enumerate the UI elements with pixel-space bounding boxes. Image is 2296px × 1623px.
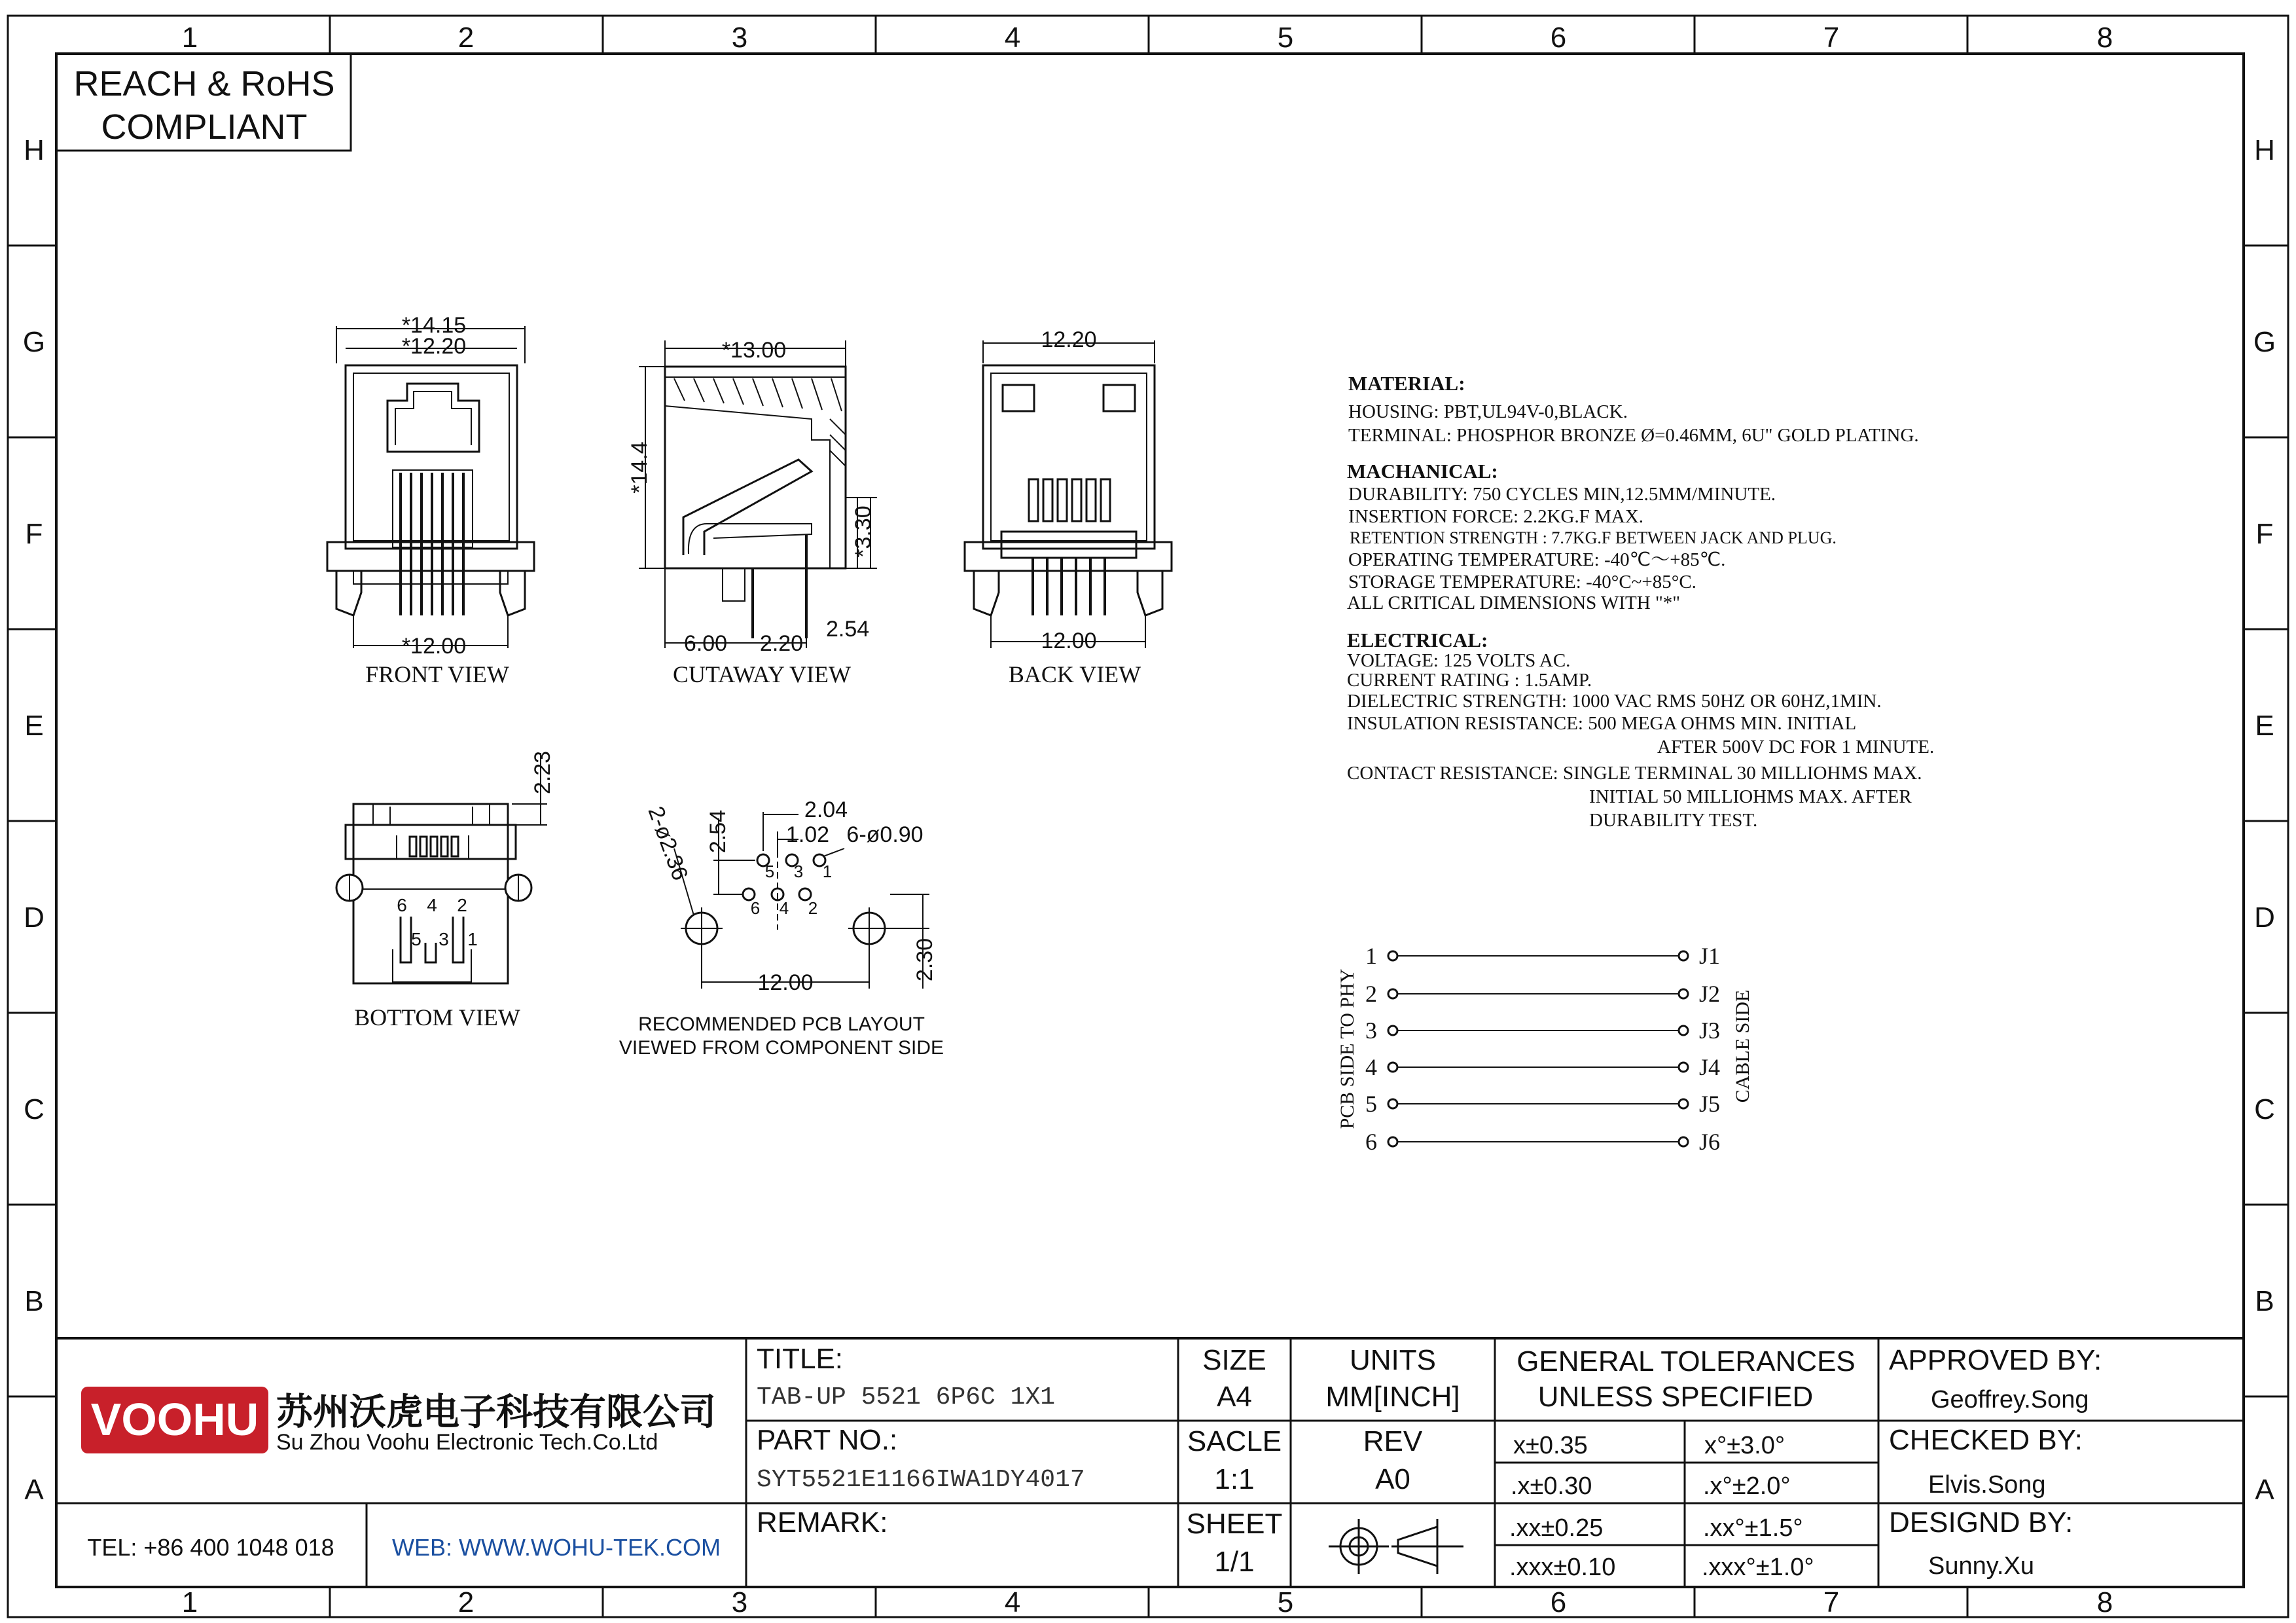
spec-line: AFTER 500V DC FOR 1 MINUTE.: [1657, 737, 1935, 757]
back-dim-top: 12.20: [1041, 327, 1097, 352]
spec-line: DIELECTRIC STRENGTH: 1000 VAC RMS 50HZ OR 60HZ,1MIN.: [1347, 691, 1882, 712]
logo-text: VOOHU: [90, 1394, 259, 1445]
zone-row-label: F: [25, 518, 43, 550]
zone-row-label: H: [24, 134, 45, 166]
checked-value: Elvis.Song: [1928, 1471, 2046, 1499]
cut-dim-b1: 6.00: [683, 631, 728, 656]
bottom-pin-label: 6: [397, 895, 407, 915]
sheet-label: SHEET: [1186, 1508, 1283, 1540]
zone-row-label: B: [2255, 1285, 2274, 1317]
tolerance-linear: x±0.35: [1513, 1432, 1588, 1459]
zone-row-label: E: [2255, 710, 2274, 742]
wiring-diagram: [1336, 943, 1753, 1155]
front-view: [327, 313, 534, 687]
bottom-view: [336, 751, 555, 1030]
approved-label: APPROVED BY:: [1889, 1344, 2102, 1376]
tolerance-linear: .x±0.30: [1511, 1472, 1592, 1500]
bottom-pin-label: 5: [411, 929, 422, 949]
cut-dim-top: *13.00: [721, 338, 787, 363]
remark-label: REMARK:: [757, 1506, 888, 1539]
spec-electrical-title: ELECTRICAL:: [1347, 629, 1488, 651]
title-label: TITLE:: [757, 1343, 844, 1375]
zone-ticks: [8, 16, 2288, 1617]
zone-col-label: 7: [1823, 22, 1840, 54]
wiring-pin-right: J4: [1699, 1054, 1721, 1080]
zone-col-label: 8: [2096, 22, 2113, 54]
pcb-view-label-2: VIEWED FROM COMPONENT SIDE: [619, 1037, 944, 1059]
pcb-dim-pins: 6-ø0.90: [846, 822, 924, 847]
spec-line: OPERATING TEMPERATURE: -40℃～+85℃.: [1348, 549, 1726, 570]
projection-symbol-icon: [1329, 1519, 1463, 1574]
wiring-left-label: PCB SIDE TO PHY: [1336, 968, 1358, 1129]
company-tel: TEL: +86 400 1048 018: [87, 1534, 334, 1561]
wiring-pin-left: 6: [1365, 1129, 1377, 1155]
spec-line: VOLTAGE: 125 VOLTS AC.: [1347, 650, 1571, 671]
back-view-label: BACK VIEW: [1008, 661, 1141, 687]
wiring-pin-right: J6: [1699, 1129, 1721, 1155]
scale-value: 1:1: [1214, 1463, 1255, 1495]
zone-col-label: 8: [2096, 1586, 2113, 1618]
pcb-dim-height: 2.30: [912, 938, 937, 982]
tolerance-title-2: UNLESS SPECIFIED: [1537, 1381, 1814, 1413]
zone-col-label: 5: [1277, 1586, 1294, 1618]
zone-row-label: A: [2255, 1474, 2274, 1506]
pcb-dim-102: 1.02: [785, 822, 830, 847]
units-label: UNITS: [1350, 1344, 1436, 1376]
zone-row-label: C: [24, 1093, 45, 1125]
design-label: DESIGND BY:: [1889, 1506, 2073, 1539]
zone-row-label: A: [24, 1474, 44, 1506]
tolerance-angular: .xxx°±1.0°: [1702, 1554, 1814, 1581]
tolerance-linear: .xx±0.25: [1509, 1514, 1604, 1542]
pcb-pin-label: 5: [764, 862, 775, 881]
company-logo: [81, 1387, 268, 1453]
spec-line: CONTACT RESISTANCE: SINGLE TERMINAL 30 MILLIOHMS MAX.: [1347, 763, 1922, 784]
pcb-dim-204: 2.04: [804, 797, 848, 822]
back-dim-bottom: 12.00: [1041, 629, 1097, 653]
bottom-dim-height: 2.23: [530, 750, 555, 795]
wiring-pin-right: J3: [1699, 1017, 1721, 1044]
rev-value: A0: [1375, 1463, 1410, 1495]
company-name-cn: 苏州沃虎电子科技有限公司: [276, 1391, 716, 1432]
zone-row-label: F: [2255, 518, 2274, 550]
compliance-line1: REACH & RoHS: [73, 64, 335, 103]
spec-line: INITIAL 50 MILLIOHMS MAX. AFTER: [1589, 786, 1912, 807]
approved-value: Geoffrey.Song: [1931, 1386, 2089, 1413]
spec-line: ALL CRITICAL DIMENSIONS WITH "*": [1347, 593, 1681, 613]
wiring-pin-left: 5: [1365, 1091, 1377, 1117]
outer-frame: [8, 16, 2288, 1617]
spec-line: INSULATION RESISTANCE: 500 MEGA OHMS MIN. INITIAL: [1347, 713, 1857, 734]
zone-col-label: 3: [731, 1586, 748, 1618]
bottom-pin-label: 1: [467, 929, 478, 949]
compliance-box: [56, 54, 351, 151]
zone-row-label: B: [24, 1285, 44, 1317]
pcb-pin-label: 3: [793, 862, 804, 881]
sheet-value: 1/1: [1214, 1546, 1255, 1578]
title-block: [56, 1338, 2244, 1587]
spec-line: RETENTION STRENGTH : 7.7KG.F BETWEEN JACK AND PLUG.: [1350, 528, 1837, 547]
zone-col-label: 7: [1823, 1586, 1840, 1618]
zone-col-label: 4: [1004, 1586, 1021, 1618]
wiring-pin-right: J1: [1699, 943, 1721, 969]
bottom-view-label: BOTTOM VIEW: [354, 1004, 520, 1030]
cut-dim-b2: 2.20: [759, 631, 804, 656]
zone-col-label: 3: [731, 22, 748, 54]
zone-row-label: D: [2254, 902, 2275, 934]
spec-line: CURRENT RATING : 1.5AMP.: [1347, 670, 1592, 691]
spec-line: DURABILITY TEST.: [1589, 810, 1758, 831]
spec-line: TERMINAL: PHOSPHOR BRONZE Ø=0.46MM, 6U" GOLD PLATING.: [1348, 425, 1919, 446]
pcb-dim-254: 2.54: [706, 809, 730, 854]
wiring-pin-left: 3: [1365, 1017, 1377, 1044]
tolerance-angular: x°±3.0°: [1704, 1432, 1785, 1459]
zone-row-label: E: [24, 710, 44, 742]
part-label: PART NO.:: [757, 1424, 898, 1456]
zone-col-label: 6: [1550, 22, 1567, 54]
cut-dim-height: *14.4: [627, 441, 652, 494]
pcb-pin-label: 1: [822, 862, 833, 881]
tolerance-angular: .x°±2.0°: [1703, 1472, 1791, 1500]
checked-label: CHECKED BY:: [1889, 1424, 2083, 1456]
title-value: TAB-UP 5521 6P6C 1X1: [757, 1383, 1056, 1412]
units-value: MM[INCH]: [1325, 1381, 1460, 1413]
zone-col-label: 5: [1277, 22, 1294, 54]
tolerance-angular: .xx°±1.5°: [1703, 1514, 1803, 1542]
compliance-line2: COMPLIANT: [101, 107, 308, 147]
wiring-right-label: CABLE SIDE: [1732, 989, 1753, 1103]
company-web: WEB: WWW.WOHU-TEK.COM: [392, 1534, 721, 1561]
front-dim-bottom: *12.00: [401, 634, 467, 659]
tolerance-title-1: GENERAL TOLERANCES: [1516, 1345, 1856, 1377]
wiring-pin-left: 1: [1365, 943, 1377, 969]
wiring-pin-left: 4: [1365, 1054, 1377, 1080]
front-dim-width-inner: *12.20: [401, 334, 467, 359]
spec-material-title: MATERIAL:: [1348, 372, 1465, 395]
pcb-pin-label: 4: [779, 898, 789, 918]
pcb-dim-width: 12.00: [757, 970, 814, 995]
zone-col-label: 1: [181, 22, 198, 54]
zone-row-label: G: [22, 326, 46, 358]
back-view: [965, 327, 1172, 687]
pcb-view-label-1: RECOMMENDED PCB LAYOUT: [638, 1013, 925, 1035]
pcb-pin-label: 6: [750, 898, 761, 918]
cut-dim-b3: 2.54: [826, 617, 870, 642]
cut-dim-side: *3.30: [851, 505, 876, 558]
spec-line: DURABILITY: 750 CYCLES MIN,12.5MM/MINUTE.: [1348, 484, 1776, 505]
bottom-pin-label: 2: [457, 895, 467, 915]
pcb-pin-label: 2: [808, 898, 818, 918]
zone-row-label: G: [2253, 326, 2276, 358]
spec-block: [1347, 372, 1934, 831]
bottom-pin-label: 4: [427, 895, 437, 915]
spec-mechanical-title: MACHANICAL:: [1347, 460, 1498, 483]
wiring-pin-left: 2: [1365, 981, 1377, 1007]
spec-line: STORAGE TEMPERATURE: -40°C~+85°C.: [1348, 572, 1696, 593]
design-value: Sunny.Xu: [1928, 1552, 2034, 1580]
size-label: SIZE: [1202, 1344, 1266, 1376]
tolerance-linear: .xxx±0.10: [1509, 1554, 1616, 1581]
wiring-pin-right: J5: [1699, 1091, 1721, 1117]
zone-col-label: 1: [181, 1586, 198, 1618]
zone-col-label: 6: [1550, 1586, 1567, 1618]
scale-label: SACLE: [1187, 1425, 1282, 1457]
pcb-dim-holes: 2-ø2.36: [643, 803, 693, 884]
front-view-label: FRONT VIEW: [365, 661, 509, 687]
front-dim-width-outer: *14.15: [401, 313, 467, 338]
zone-row-label: D: [24, 902, 45, 934]
size-value: A4: [1217, 1381, 1252, 1413]
zone-col-label: 2: [457, 22, 475, 54]
spec-line: HOUSING: PBT,UL94V-0,BLACK.: [1348, 401, 1628, 422]
company-name-en: Su Zhou Voohu Electronic Tech.Co.Ltd: [276, 1430, 658, 1455]
pcb-layout-view: [619, 797, 944, 1059]
zone-col-label: 4: [1004, 22, 1021, 54]
zone-row-label: H: [2254, 134, 2275, 166]
rev-label: REV: [1363, 1425, 1423, 1457]
cutaway-view-label: CUTAWAY VIEW: [673, 661, 851, 687]
zone-col-label: 2: [457, 1586, 475, 1618]
part-value: SYT5521E1166IWA1DY4017: [757, 1466, 1085, 1494]
cutaway-view: [627, 338, 877, 687]
wiring-pin-right: J2: [1699, 981, 1721, 1007]
bottom-pin-label: 3: [439, 929, 449, 949]
spec-line: INSERTION FORCE: 2.2KG.F MAX.: [1348, 506, 1644, 527]
zone-row-label: C: [2254, 1093, 2275, 1125]
